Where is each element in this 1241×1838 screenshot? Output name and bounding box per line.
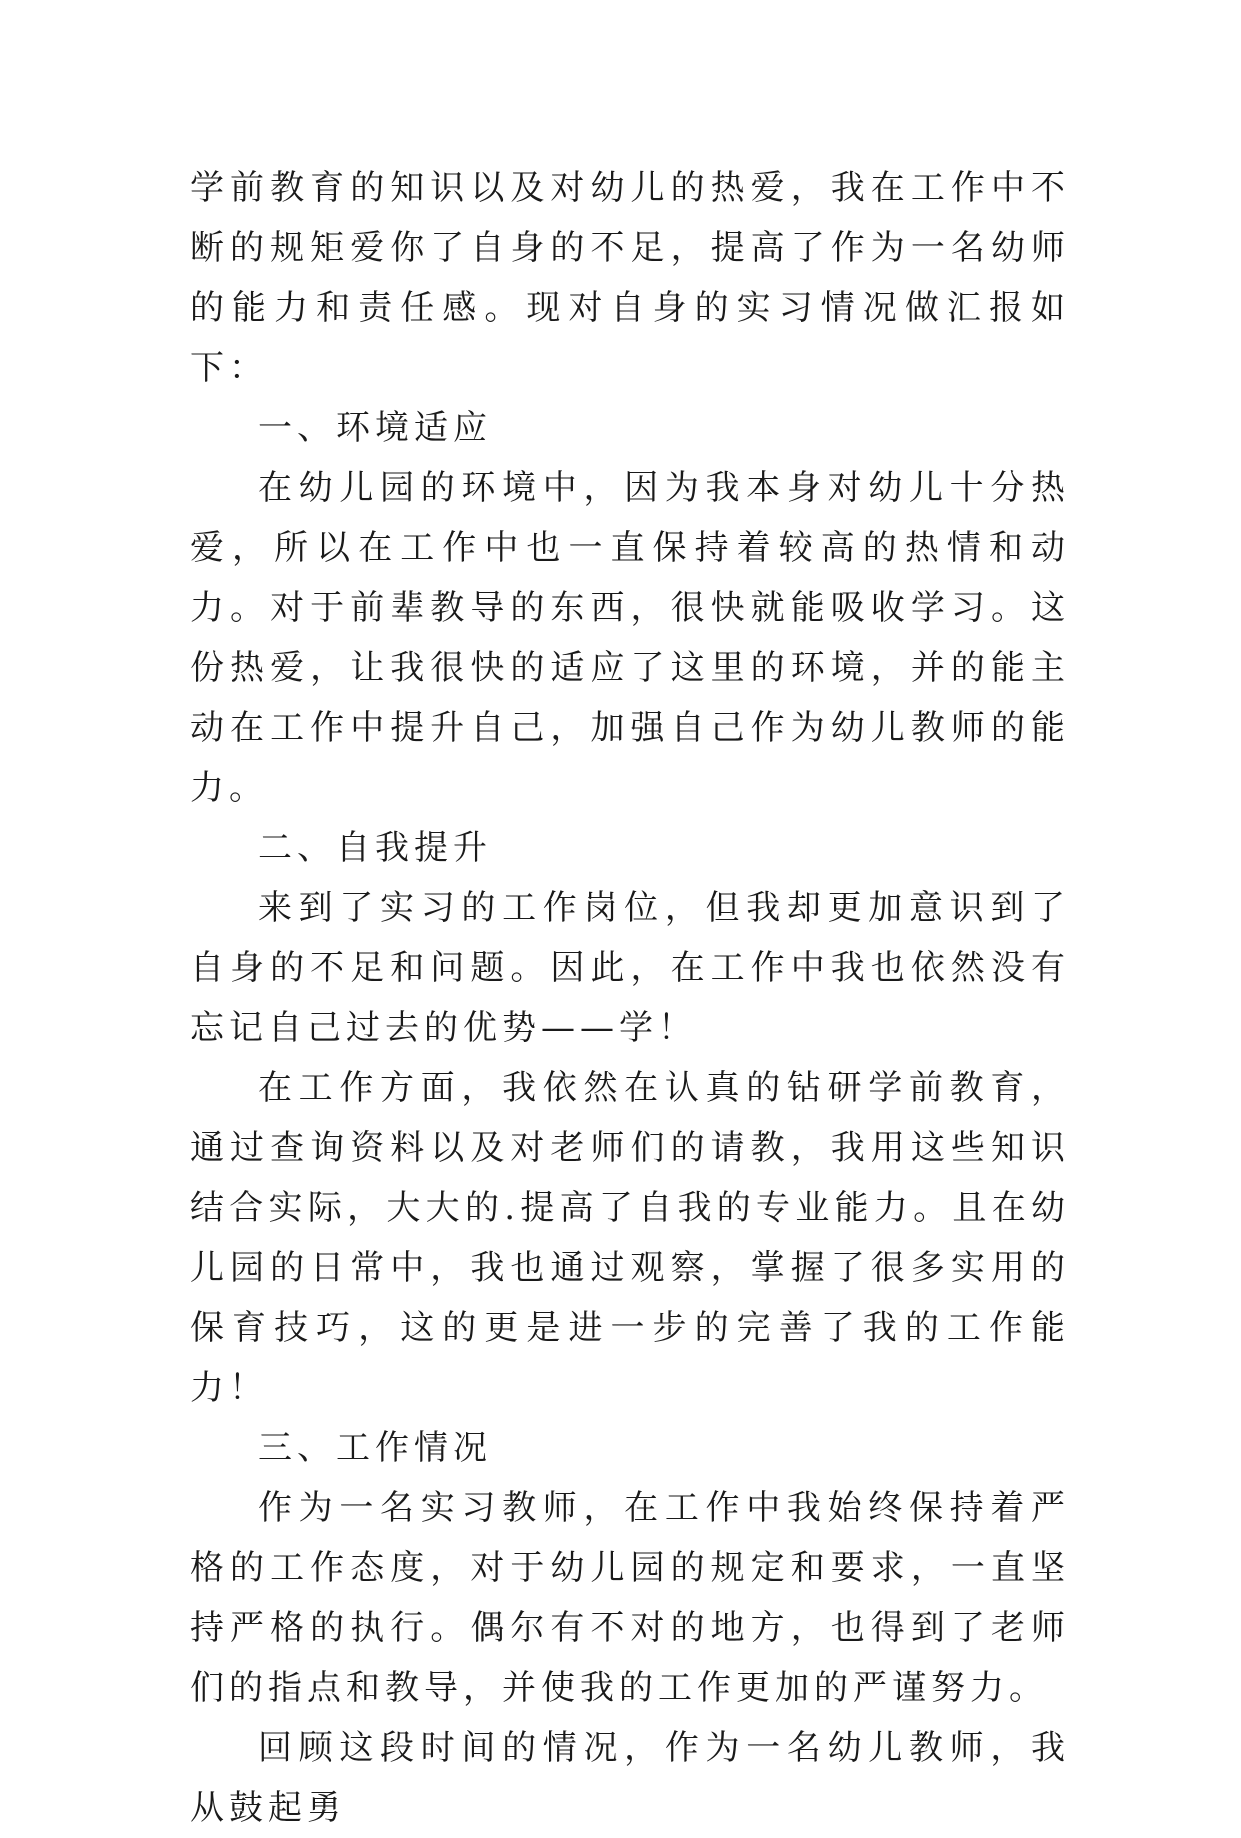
- paragraph-environment: 在幼儿园的环境中，因为我本身对幼儿十分热爱，所以在工作中也一直保持着较高的热情和动力。对于前辈教导的东西，很快就能吸收学习。这份热爱，让我很快的适应了这里的环境，并的能主动在工作中提升自己，加强自己作为幼儿教师的能力。: [190, 468, 1070, 808]
- paragraph-self-improvement-2: 在工作方面，我依然在认真的钻研学前教育，通过查询资料以及对老师们的请教，我用这些知识结合实际，大大的.提高了自我的专业能力。且在幼儿园的日常中，我也通过观察，掌握了很多实用的保育技巧，这的更是进一步的完善了我的工作能力！: [190, 1068, 1070, 1408]
- paragraph-work: 作为一名实习教师，在工作中我始终保持着严格的工作态度，对于幼儿园的规定和要求，一直坚持严格的执行。偶尔有不对的地方，也得到了老师们的指点和教导，并使我的工作更加的严谨努力。: [190, 1488, 1070, 1708]
- section-heading-environment: 一、环境适应: [258, 408, 492, 448]
- section-heading-self-improvement: 二、自我提升: [258, 828, 492, 868]
- document-body: [190, 158, 1070, 1838]
- paragraph-intro: 学前教育的知识以及对幼儿的热爱，我在工作中不断的规矩爱你了自身的不足，提高了作为一名幼师的能力和责任感。现对自身的实习情况做汇报如下：: [190, 168, 1070, 388]
- paragraph-review: 回顾这段时间的情况，作为一名幼儿教师，我从鼓起勇: [190, 1728, 1070, 1828]
- paragraph-self-improvement-1: 来到了实习的工作岗位，但我却更加意识到了自身的不足和问题。因此，在工作中我也依然没有忘记自己过去的优势——学！: [190, 888, 1070, 1048]
- section-heading-work: 三、工作情况: [258, 1428, 492, 1468]
